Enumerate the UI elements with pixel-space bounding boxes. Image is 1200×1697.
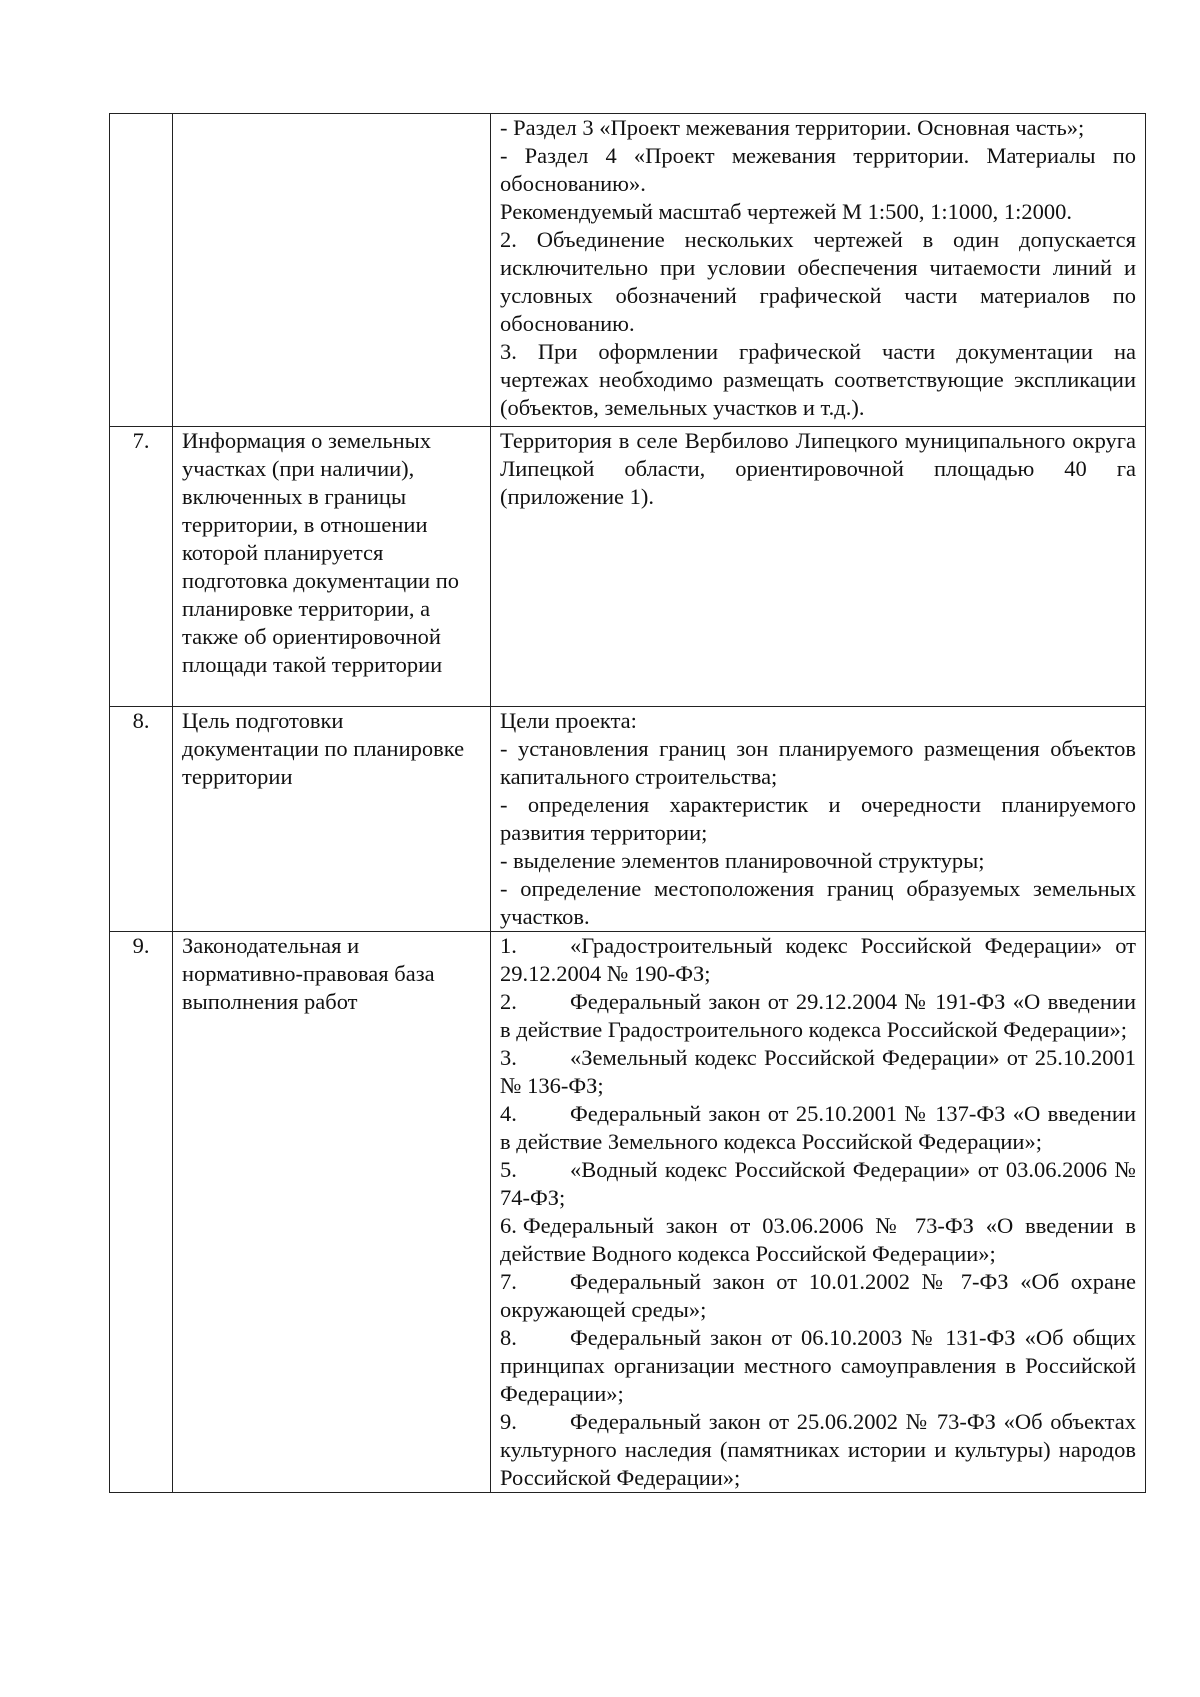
law-item bbox=[500, 1324, 1136, 1408]
table-row bbox=[110, 932, 1146, 1493]
law-item bbox=[500, 1268, 1136, 1324]
law-text: «Земельный кодекс Российской Федерации» от 25.10.2001 № 136-ФЗ; bbox=[500, 1045, 1136, 1098]
row-name: Информация о земельных участках (при наличии), включенных в границы территории, в отношении которой планируется подготовка документации по планировке территории, а также об ориентировочной площади такой территории bbox=[173, 427, 491, 707]
law-item bbox=[500, 1156, 1136, 1212]
law-text: Федеральный закон от 29.12.2004 № 191-ФЗ «О введении в действие Градостроительного кодекса Российской Федерации»; bbox=[500, 989, 1136, 1042]
requirements-table bbox=[109, 113, 1146, 1493]
content-line: 3. При оформлении графической части документации на чертежах необходимо размещать соответствующие экспликации (объектов, земельных участков и т.д.). bbox=[500, 339, 1136, 420]
content-line: Рекомендуемый масштаб чертежей М 1:500, 1:1000, 1:2000. bbox=[500, 199, 1073, 224]
law-text: Федеральный закон от 25.06.2002 № 73-ФЗ «Об объектах культурного наследия (памятниках истории и культуры) народов Российской Федерации»; bbox=[500, 1409, 1136, 1490]
law-number: 3. bbox=[500, 1045, 517, 1070]
row-name: Цель подготовки документации по планировке территории bbox=[173, 707, 491, 932]
content-line: - установления границ зон планируемого размещения объектов капитального строительства; bbox=[500, 736, 1136, 789]
table-row bbox=[110, 114, 1146, 427]
row-number: 7. bbox=[110, 427, 173, 707]
row-content bbox=[491, 707, 1146, 932]
row-content bbox=[491, 427, 1146, 707]
law-item bbox=[500, 988, 1136, 1044]
content-line: - выделение элементов планировочной структуры; bbox=[500, 848, 985, 873]
law-number: 2. bbox=[500, 989, 517, 1014]
content-line: Территория в селе Вербилово Липецкого муниципального округа Липецкой области, ориентировочной площадью 40 га (приложение 1). bbox=[500, 428, 1136, 509]
law-number: 9. bbox=[500, 1409, 517, 1434]
law-number: 1. bbox=[500, 933, 517, 958]
content-line: 2. Объединение нескольких чертежей в один допускается исключительно при условии обеспечения читаемости линий и условных обозначений графической части материалов по обоснованию. bbox=[500, 227, 1136, 336]
law-text: «Водный кодекс Российской Федерации» от 03.06.2006 № 74-ФЗ; bbox=[500, 1157, 1136, 1210]
law-number: 6. bbox=[500, 1213, 517, 1238]
row-content bbox=[491, 114, 1146, 427]
law-text: «Градостроительный кодекс Российской Федерации» от 29.12.2004 № 190-ФЗ; bbox=[500, 933, 1136, 986]
table-row bbox=[110, 427, 1146, 707]
row-name: Законодательная и нормативно-правовая база выполнения работ bbox=[173, 932, 491, 1493]
law-text: Федеральный закон от 25.10.2001 № 137-ФЗ «О введении в действие Земельного кодекса Российской Федерации»; bbox=[500, 1101, 1136, 1154]
law-text: Федеральный закон от 06.10.2003 № 131-ФЗ «Об общих принципах организации местного самоуправления в Российской Федерации»; bbox=[500, 1325, 1136, 1406]
law-text: Федеральный закон от 03.06.2006 № 73-ФЗ «О введении в действие Водного кодекса Российской Федерации»; bbox=[500, 1213, 1136, 1266]
row-number: 8. bbox=[110, 707, 173, 932]
row-content bbox=[491, 932, 1146, 1493]
content-line: - определение местоположения границ образуемых земельных участков. bbox=[500, 876, 1136, 929]
law-item bbox=[500, 932, 1136, 988]
row-name bbox=[173, 114, 491, 427]
law-number: 7. bbox=[500, 1269, 517, 1294]
law-number: 4. bbox=[500, 1101, 517, 1126]
law-item bbox=[500, 1044, 1136, 1100]
content-line: - определения характеристик и очередности планируемого развития территории; bbox=[500, 792, 1136, 845]
table-row bbox=[110, 707, 1146, 932]
row-number bbox=[110, 114, 173, 427]
content-line: - Раздел 3 «Проект межевания территории. Основная часть»; bbox=[500, 115, 1085, 140]
row-number: 9. bbox=[110, 932, 173, 1493]
content-line: Цели проекта: bbox=[500, 708, 637, 733]
law-item bbox=[500, 1212, 1136, 1268]
law-item bbox=[500, 1408, 1136, 1492]
law-number: 5. bbox=[500, 1157, 517, 1182]
content-line: - Раздел 4 «Проект межевания территории. Материалы по обоснованию». bbox=[500, 143, 1136, 196]
law-number: 8. bbox=[500, 1325, 517, 1350]
law-item bbox=[500, 1100, 1136, 1156]
law-text: Федеральный закон от 10.01.2002 № 7-ФЗ «Об охране окружающей среды»; bbox=[500, 1269, 1136, 1322]
